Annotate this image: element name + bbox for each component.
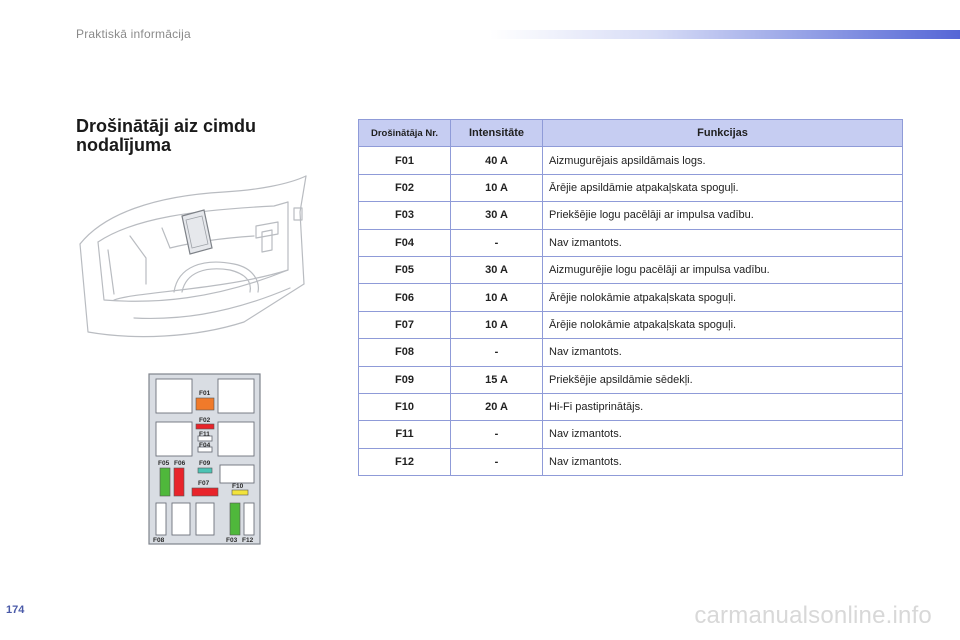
table-row	[359, 174, 903, 201]
table-row	[359, 448, 903, 475]
column-header-functions: Funkcijas	[543, 120, 903, 147]
table-header-row	[359, 120, 903, 147]
cell-function: Ārējie nolokāmie atpakaļskata spoguļi.	[543, 284, 903, 311]
table-row	[359, 147, 903, 174]
table-row	[359, 421, 903, 448]
cell-fuse-number: F09	[359, 366, 451, 393]
cell-intensity: -	[451, 339, 543, 366]
cell-intensity: -	[451, 229, 543, 256]
fuse-f06	[174, 468, 184, 496]
cell-intensity: 10 A	[451, 311, 543, 338]
cell-fuse-number: F10	[359, 393, 451, 420]
cell-function: Ārējie apsildāmie atpakaļskata spoguļi.	[543, 174, 903, 201]
cell-fuse-number: F05	[359, 256, 451, 283]
label-f02: F02	[199, 417, 211, 424]
glovebox-illustration	[74, 172, 310, 344]
cell-fuse-number: F07	[359, 311, 451, 338]
cell-intensity: -	[451, 448, 543, 475]
label-f04: F04	[199, 442, 211, 449]
cell-intensity: 10 A	[451, 284, 543, 311]
relay-slot	[218, 422, 254, 456]
fuse-f05	[160, 468, 170, 496]
cell-function: Priekšējie apsildāmie sēdekļi.	[543, 366, 903, 393]
cell-intensity: 20 A	[451, 393, 543, 420]
fuse-f03	[230, 503, 240, 535]
cell-fuse-number: F02	[359, 174, 451, 201]
cell-fuse-number: F06	[359, 284, 451, 311]
relay-slot	[218, 379, 254, 413]
cell-intensity: 10 A	[451, 174, 543, 201]
label-f08: F08	[153, 537, 165, 544]
table-row	[359, 284, 903, 311]
label-f06: F06	[174, 460, 186, 467]
table-row	[359, 202, 903, 229]
fuse-f01	[196, 398, 214, 410]
cell-function: Ārējie nolokāmie atpakaļskata spoguļi.	[543, 311, 903, 338]
fuse-cover	[182, 210, 212, 254]
cell-intensity: -	[451, 421, 543, 448]
relay-slot	[156, 422, 192, 456]
cell-fuse-number: F08	[359, 339, 451, 366]
cell-function: Aizmugurējais apsildāmais logs.	[543, 147, 903, 174]
table-row	[359, 393, 903, 420]
relay-slot	[156, 379, 192, 413]
cell-function: Nav izmantots.	[543, 229, 903, 256]
header-gradient-bar	[490, 30, 960, 39]
label-f09: F09	[199, 460, 211, 467]
table-row	[359, 229, 903, 256]
cell-fuse-number: F01	[359, 147, 451, 174]
cell-function: Nav izmantots.	[543, 421, 903, 448]
section-header: Praktiskā informācija	[76, 27, 191, 41]
label-f12: F12	[242, 537, 254, 544]
table-row	[359, 256, 903, 283]
cell-function: Hi-Fi pastiprinātājs.	[543, 393, 903, 420]
cell-intensity: 40 A	[451, 147, 543, 174]
cell-fuse-number: F04	[359, 229, 451, 256]
label-f03: F03	[226, 537, 238, 544]
fuse-box-diagram	[148, 373, 261, 545]
fuse-f09	[198, 468, 212, 473]
page-number: 174	[6, 604, 25, 616]
table-row	[359, 366, 903, 393]
cell-function: Aizmugurējie logu pacēlāji ar impulsa vadību.	[543, 256, 903, 283]
cell-intensity: 30 A	[451, 202, 543, 229]
fuse-f07	[192, 488, 218, 496]
label-f07: F07	[198, 480, 210, 487]
label-f10: F10	[232, 483, 244, 490]
fuse-f10	[232, 490, 248, 495]
cell-fuse-number: F11	[359, 421, 451, 448]
cell-function: Priekšējie logu pacēlāji ar impulsa vadību.	[543, 202, 903, 229]
cell-function: Nav izmantots.	[543, 339, 903, 366]
label-f11: F11	[199, 431, 210, 438]
label-f01: F01	[199, 390, 211, 397]
label-f05: F05	[158, 460, 170, 467]
fuse-table-body	[359, 147, 903, 476]
cell-function: Nav izmantots.	[543, 448, 903, 475]
fuse-table	[358, 119, 903, 476]
column-header-fuse-number: Drošinātāja Nr.	[359, 120, 451, 147]
cell-intensity: 30 A	[451, 256, 543, 283]
cell-fuse-number: F03	[359, 202, 451, 229]
page-title: Drošinātāji aiz cimdu nodalījuma	[76, 116, 257, 155]
table-row	[359, 311, 903, 338]
table-row	[359, 339, 903, 366]
watermark: carmanualsonline.info	[694, 602, 932, 629]
cell-fuse-number: F12	[359, 448, 451, 475]
fuse-f02	[196, 424, 214, 429]
column-header-intensity: Intensitāte	[451, 120, 543, 147]
cell-intensity: 15 A	[451, 366, 543, 393]
